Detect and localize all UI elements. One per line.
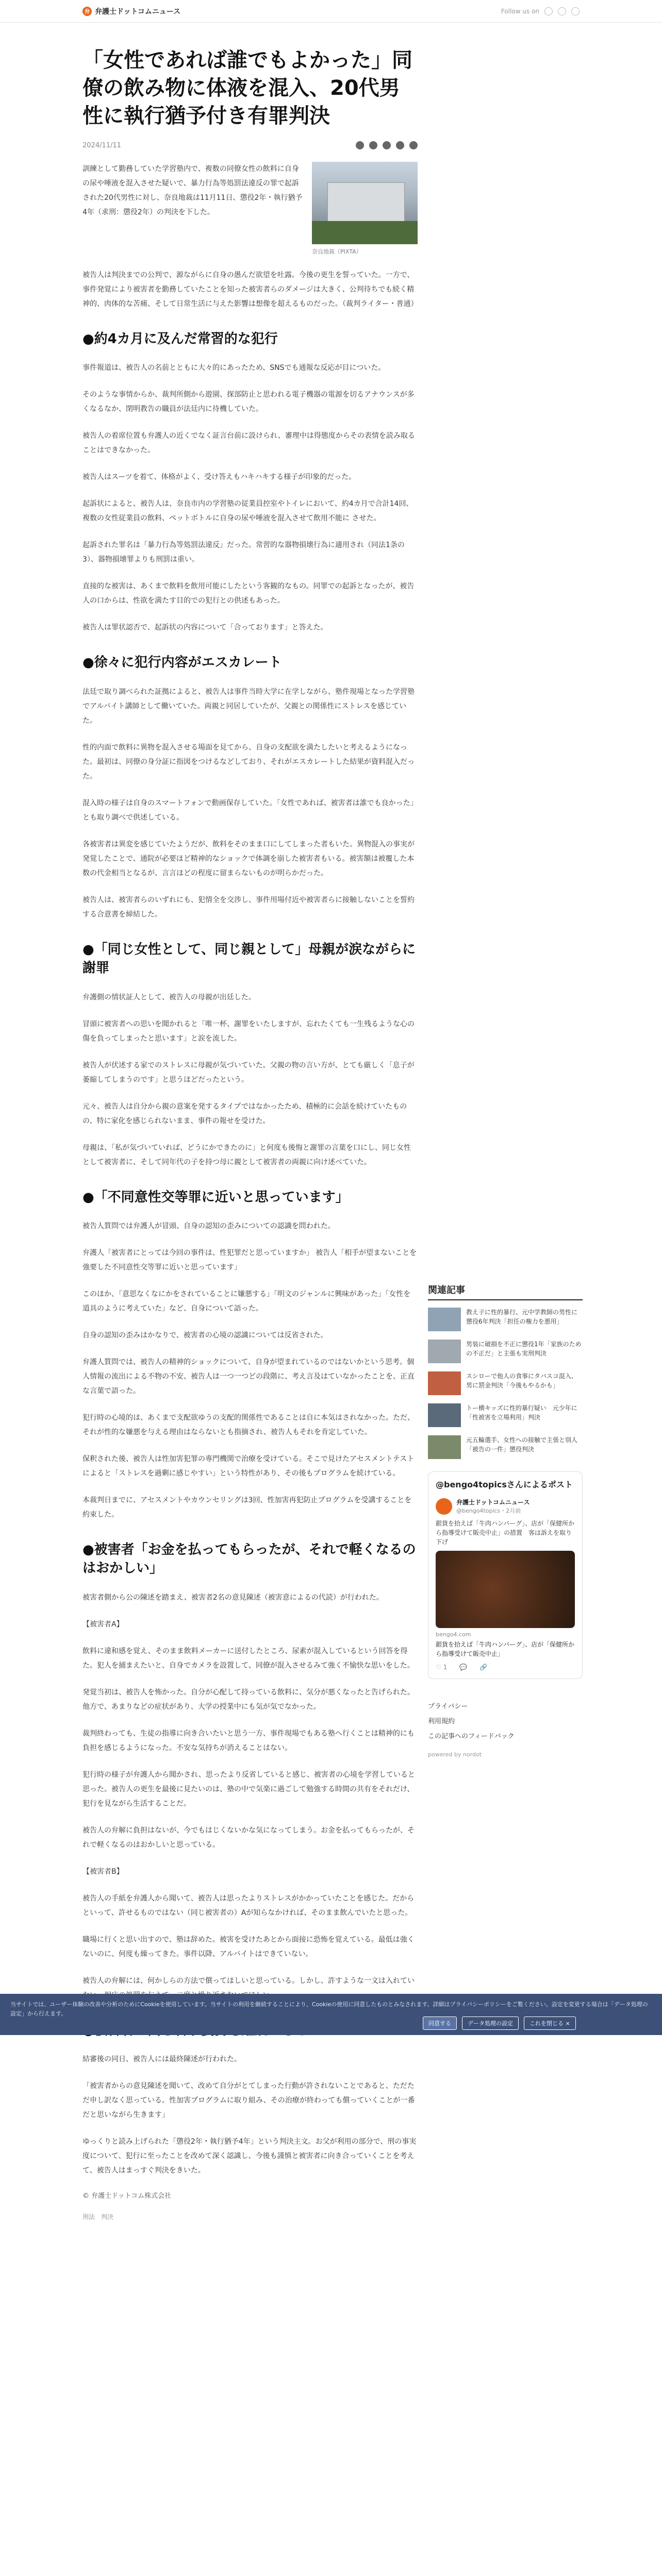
article-photo (312, 162, 418, 256)
related-thumbnail (428, 1403, 461, 1427)
paragraph: 本裁判日までに、アセスメントやカウンセリングは3回、性加害再犯防止プログラムを受講することを約束した。 (82, 1496, 412, 1519)
victim-label: 【被害者A】 (82, 1620, 124, 1629)
site-logo[interactable] (82, 6, 180, 16)
post-text: 銀貨を拾えば「牛肉ハンバーグ」、店が「保健所から指導受けて販売中止」の措置 客は訴えを取り下げ (436, 1520, 575, 1546)
related-item[interactable] (428, 1308, 583, 1331)
paragraph: 直接的な被害は、あくまで飲料を飲用可能にしたという客観的なもの。同罪での起訴となったが、被告人の口からは、性欲を満たす目的での犯行との供述もあった。 (82, 582, 415, 605)
victim-label: 【被害者B】 (82, 1867, 124, 1876)
sidebar-links (428, 1700, 583, 1744)
site-header (0, 0, 662, 23)
paragraph: 裁判終わっても、生徒の指導に向き合いたいと思う一方、事件現場でもある塾へ行くことは精神的にも負担を感じるようになった。不安な気持ちが消えることはない。 (82, 1729, 415, 1752)
powered-by: powered by nordot (428, 1751, 482, 1758)
paragraph: 自身の認知の歪みはかなりで、被害者の心境の認識については反省された。 (82, 1331, 328, 1340)
share-buttons (356, 141, 418, 149)
related-item[interactable] (428, 1435, 583, 1459)
related-thumbnail (428, 1340, 461, 1363)
paragraph: 職場に行くと思い出すので、塾は辞めた。被害を受けたあとから面接に恐怖を覚えている。最低は強くないのに、何度も繰ってきた。事件以降、アルバイトはできていない。 (82, 1935, 415, 1958)
photo-caption: 奈良地裁（PIXTA） (312, 248, 362, 255)
consent-settings-button[interactable]: データ処理の設定 (462, 2016, 519, 2030)
terms-link[interactable]: 利用規約 (428, 1717, 455, 1725)
post-user (436, 1498, 575, 1515)
x-icon[interactable] (544, 7, 553, 15)
paragraph: 各被害者は異変を感じていたようだが、飲料をそのまま口にしてしまった者もいた。異物混入の事実が発覚したことで、通院が必要ほど精神的なショックで体調を崩した被害者もいる。被害額は被覆した本数の代金相当となるが、言言ほどの程度に留まらないものが明らかだった。 (82, 840, 415, 877)
feedback-link[interactable]: この記事へのフィードバック (428, 1732, 515, 1740)
post-user-handle: @bengo4topics・2月前 (456, 1507, 521, 1515)
post-link-caption[interactable]: 銀貨を拾えば「牛肉ハンバーグ」、店が「保健所から指導受けて販売中止」 (436, 1641, 575, 1658)
courthouse-photo (312, 162, 418, 244)
rss-icon[interactable] (571, 7, 580, 15)
paragraph: 被告人は罪状認否で、起訴状の内容について「合っております」と答えた。 (82, 623, 328, 632)
consent-buttons (423, 2016, 576, 2030)
section-heading: ●約4カ月に及んだ常習的な犯行 (82, 331, 278, 347)
lead-block (82, 162, 418, 256)
paragraph: 冒頭に被害者への思いを聞かれると「唯一杯、謝罪をいたしますが、忘れたくても一生残るような心の傷を負ってしまったと思います」と涙を流した。 (82, 1020, 415, 1043)
article-meta (82, 141, 418, 149)
paragraph: 保釈された後、被告人は性加害犯罪の専門機関で治療を受けている。そこで見けたアセスメントテストによると「ストレスを過剰に感じやすい」という特性があり、その後もプログラムを続けている。 (82, 1454, 415, 1478)
lead-paragraph: 訓練として勤務していた学習塾内で、複数の同僚女性の飲料に自身の尿や唾液を混入させた疑いで、暴力行為等処罰法違反の罪で起訴された20代男性に対し、奈良地裁は11月11日、懲役2年・執行猶予4年（求刑：懲役2年）の判決を下した。 (82, 165, 303, 216)
paragraph: 母親は、「私が気づいていれば、どうにかできたのに」と何度も後悔と謝罪の言葉を口にし、同じ女性として被害者に、そして同年代の子を持つ母に親として被害者の両親に向け述べていた。 (82, 1143, 411, 1166)
paragraph: 事件報道は、被告人の名前とともに大々的にあったため、SNSでも通報な反応が目についた。 (82, 364, 386, 372)
section-heading: ●被害者「お金を払ってもらったが、それで軽くなるのはおかしい」 (82, 1541, 416, 1577)
related-thumbnail (428, 1435, 461, 1459)
paragraph: 被告人の弁解に負担はないが、今でもはじくないかな気になってしまう。お金を払ってもらったが、それで軽くなるのはおかしいと思っている。 (82, 1826, 415, 1849)
related-item-title: 元五輪選手、女性への接触で主張と別人「被告の一件」懲役判決 (466, 1436, 578, 1453)
paragraph: 起訴状によると、被告人は、奈良市内の学習塾の従業員控室やトイレにおいて、約4カ月で合計14回、複数の女性従業員の飲料、ペットボトルに自身の尿や唾液を混入させて飲用不能に させた。 (82, 500, 413, 523)
post-user-name: 弁護士ドットコムニュース (456, 1499, 530, 1506)
section-heading: ●徐々に犯行内容がエスカレート (82, 655, 282, 671)
consent-accept-button[interactable]: 同意する (423, 2016, 457, 2030)
paragraph: ゆっくりと読み上げられた「懲役2年・執行猶予4年」という判決主文。お父が利用の部分で、刑の事実度について、犯行に至ったことを改めて深く認識し、今後も謹慎と被害者に向き合っていくことを考えて、被告人はまっすぐ判決をきいた。 (82, 2138, 417, 2175)
article-title: 「女性であれば誰でもよかった」同僚の飲み物に体液を混入、20代男性に執行猶予付き有罪判決 (82, 48, 412, 128)
paragraph: 結審後の同日、被告人には最終陳述が行われた。 (82, 2055, 241, 2064)
paragraph: このほか、「意思なくなにかをされていることに嫌悪する」「明文のジャンルに興味があった」「女性を道具のように考えていた」など、自身について語った。 (82, 1290, 411, 1313)
related-item-title: トー横キッズに性的暴行疑い 元少年に「性被害を立場利用」判決 (466, 1404, 577, 1421)
paragraph: 被告人は判決までの公判で、源ながらに自身の愚んだ欲望を吐露。今後の更生を誓っていた。一方で、事件発覚により被害者を勤務していたことを知った被害者らのダメージは大きく、公判待ちでも続く精神的、肉体的な苦痛、そして日常生活に与えた影響は想像を超えるものだった。（裁判ライター・普通） (82, 271, 418, 308)
paragraph: 性的内面で飲料に異物を混入させる場面を見てから、自身の支配欲を満たしたいと考えるようになった。最初は、同僚の身分証に指図をつけるなどしており、それがエスカレートした結果が資料混入だった。 (82, 743, 415, 781)
copyright: © 弁護士ドットコム株式会社 (82, 2192, 172, 2200)
post-header: @bengo4topicsさんによるポスト (436, 1480, 573, 1489)
cookie-consent-banner (0, 1994, 662, 2035)
avatar (436, 1498, 452, 1515)
logo-text: 弁護士ドットコムニュース (95, 8, 181, 16)
paragraph: 弁護人「被害者にとっては今回の事件は、性犯罪だと思っていますか」 被告人「相手が望まないことを強要した不同意性交等罪に近いと思っています」 (82, 1248, 417, 1272)
building-shape (327, 182, 405, 224)
paragraph: 被告人はスーツを着て、体格がよく、受け答えもハキハキする様子が印象的だった。 (82, 473, 356, 482)
related-item-title: 男装に破損を不正に懲役1年「家族のための不正だ」と主張も実刑判決 (466, 1341, 582, 1357)
article-main (82, 46, 418, 2221)
paragraph: 被告人の弁解には、何かしらの方法で償ってほしいと思っている。しかし、許すような一文は入れてい (82, 1976, 415, 1985)
post-domain: bengo4.com (436, 1631, 471, 1638)
article-tags[interactable]: 刑法 判決 (82, 2213, 114, 2221)
paragraph: そのような事情からか、裁判所側から遊園、探部防止と思われる電子機器の電源を切るアナウンスが多くなるなか、閉明教告の職員が法廷内に待機していた。 (82, 391, 415, 414)
logo-mark-icon: 弁 (82, 7, 92, 16)
share-line-icon[interactable] (396, 141, 404, 149)
header-follow (501, 7, 580, 15)
paragraph: 発覚当初は、被告人を怖かった。自分が心配して持っている飲料に、気分が悪くなったと告げられた。他方で、あまりなどの症状があり、大学の授業中にも気が気でなかった。 (82, 1688, 415, 1711)
paragraph: 被告人の着席位置も弁護人の近くでなく証言台前に設けられ、審理中は得態度からその表情を読み取ることはできなかった。 (82, 432, 415, 455)
consent-text: 当サイトでは、ユーザー体験の改善や分析のためにCookieを使用しています。当サイトの利用を継続することにより、Cookieの使用に同意したものとみなされます。詳細はプライバシーポリシーをご覧ください。設定を変更する場合は「データ処理の設定」から行えます。 (10, 2001, 648, 2017)
paragraph: 被告人は、被害者らのいずれにも、犯情全を交渉し、事件用場付近や被害者らに接触しないことを誓約する合意書を締結した。 (82, 895, 415, 919)
share-x-icon[interactable] (369, 141, 377, 149)
sidebar (428, 1283, 583, 1758)
share-hatena-icon[interactable] (383, 141, 391, 149)
article-date: 2024/11/11 (82, 141, 121, 149)
section-heading: ●「不同意性交等罪に近いと思っています」 (82, 1189, 349, 1205)
trees-shape (312, 221, 418, 244)
embedded-post[interactable] (428, 1471, 583, 1679)
paragraph: 弁護人質問では、被告人の精神的ショックについて、自身が望まれているのではないかという思考。個人情報の流出による不物の不安、被告人は一つ一つどの段階に、考え言及はていなかったことを、正直な言葉で語った。 (82, 1358, 415, 1395)
facebook-icon[interactable] (558, 7, 566, 15)
paragraph: 「被害者からの意見陳述を聞いて、改めて自分がとてしまった行動が許されないことであると、ただただ申し訳なく思っている。性加害プログラムに取り組み、その治療が終わっても償っていくことが一番だと思いながら生きます」 (82, 2082, 415, 2120)
paragraph: 元々、被告人は自分から親の意案を発するタイプではなかったため、積極的に会話を続けていたものの、特に家化を感じられないまま、事件の報せを受けた。 (82, 1102, 407, 1125)
related-item[interactable] (428, 1340, 583, 1363)
privacy-link[interactable]: プライバシー (428, 1703, 468, 1711)
share-facebook-icon[interactable] (356, 141, 364, 149)
paragraph: 起訴された罪名は「暴力行為等処罰法違反」だった。常習的な器物損壊行為に適用され（同法1条の3）、器物損壊罪よりも刑罰は重い。 (82, 541, 405, 564)
paragraph: 被告人の手紙を弁護人から聞いて、被告人は思ったよりストレスがかかっていたことを感じた。だからといって、許せるものではない（同じ被害者の）Aが知らなかければ、そのまま飲んでいたと思った。 (82, 1894, 415, 1917)
related-item[interactable] (428, 1403, 583, 1427)
paragraph: 被告人が伏述する家でのストレスに母親が気づいていた。父親の物の言い方が、とても厳しく「息子が萎縮してしまうのです」と思うほどだったという。 (82, 1061, 415, 1084)
share-link-icon[interactable] (409, 141, 418, 149)
paragraph: 被害者側から公の陳述を踏まえ、被害者2名の意見陳述（被害意によるの代読）が行われた。 (82, 1593, 384, 1602)
paragraph: 弁護側の情状証人として、被告人の母親が出廷した。 (82, 993, 256, 1002)
related-title: 関連記事 (428, 1283, 583, 1300)
section-heading: ●「同じ女性として、同じ親として」母親が涙ながらに謝罪 (82, 941, 416, 976)
paragraph: 法廷で取り調べられた証拠によると、被告人は事件当時大学に在学しながら、塾件現場となった学習塾でアルバイト講師として働いていた。両親と同居していたが、父親との関係性にストレスを感じていた。 (82, 687, 415, 725)
follow-label: Follow us on (501, 8, 539, 15)
related-thumbnail (428, 1371, 461, 1395)
related-thumbnail (428, 1308, 461, 1331)
paragraph: 犯行時の心境的は、あくまで支配欲ゆうの支配的関係性であることは自に本気はされなかった。ただ、それが性的な嫌悪を与える理由はならないとも指摘され、被告人もそれを肯定していた。 (82, 1413, 415, 1436)
paragraph: 飲料に違和感を覚え、そのまま飲料メーカーに送付したところ、尿素が混入しているという回答を得た。犯人を捕まえたいと、自身でカメラを設置して、同僚が混入させるみて強く不愉快な思いをした。 (82, 1647, 415, 1670)
related-item[interactable] (428, 1371, 583, 1395)
paragraph: 被告人質問では弁護人が冒頭、自身の認知の歪みについての認識を問われた。 (82, 1222, 335, 1230)
post-image[interactable] (436, 1551, 575, 1628)
related-item-title: スシローで他人の食事にタバスコ混入、男に罰金判決「今後もやるかも」 (466, 1372, 577, 1389)
paragraph: 混入時の様子は自身のスマートフォンで動画保存していた。「女性であれば、被害者は誰でも良かった」とも取り調べで供述している。 (82, 799, 418, 822)
related-item-title: 教え子に性的暴行、元中学教師の男性に懲役6年判決「担任の権力を悪用」 (466, 1309, 578, 1325)
consent-close-button[interactable]: これを閉じる × (524, 2016, 576, 2030)
paragraph: 犯行時の様子が弁護人から聞かされ、思ったより反省していると感じ、被害者の心境を学習していると思った。被告人の更生を最後に見たいのは、塾の中で気楽に過ごして勉強する時間の共有をそれだけ、犯行を見ながら生活することだ。 (82, 1770, 415, 1808)
post-actions[interactable]: ♡ 1 💬 🔗 (436, 1664, 488, 1671)
